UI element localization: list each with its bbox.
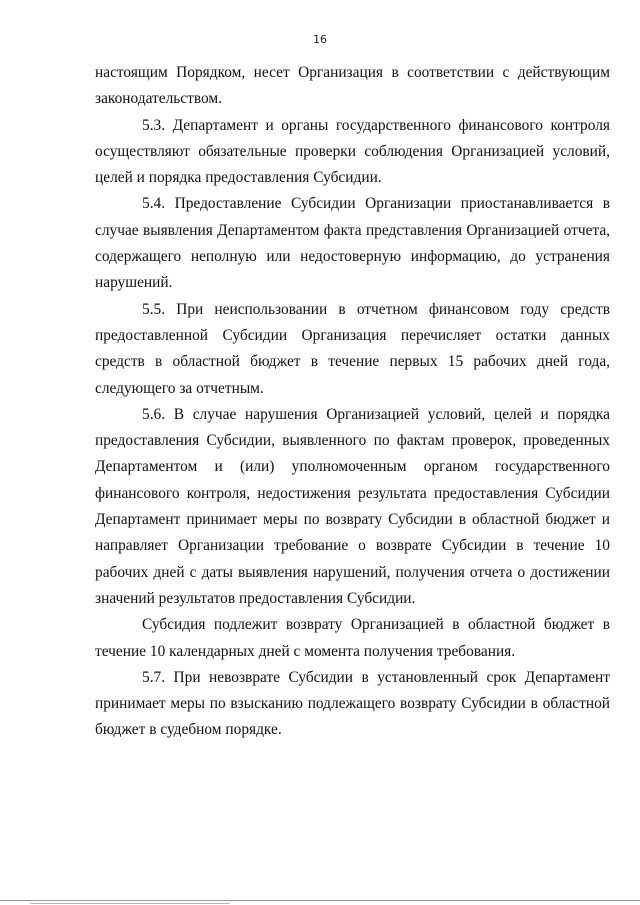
scan-edge-line-short	[30, 903, 230, 904]
paragraph-subsidy-return: Субсидия подлежит возврату Организацией в областной бюджет в течение 10 календарных дней с момента получения требования.	[95, 616, 610, 660]
paragraph-clause-5-5: 5.5. При неиспользовании в отчетном финансовом году средств предоставленной Субсидии Организация перечисляет остатки данных средств в областной бюджет в течение первых 15 рабочих дней года, следующего за отчетным.	[95, 300, 610, 397]
page-number: 16	[313, 33, 327, 46]
document-body	[95, 60, 610, 744]
paragraph-continuation: настоящим Порядком, несет Организация в соответствии с действующим законодательством.	[95, 64, 610, 108]
scan-edge-line	[0, 900, 640, 901]
paragraph-clause-5-7: 5.7. При невозврате Субсидии в установленный срок Департамент принимает меры по взысканию подлежащего возврату Субсидии в областной бюджет в судебном порядке.	[95, 668, 610, 739]
paragraph-clause-5-4: 5.4. Предоставление Субсидии Организации приостанавливается в случае выявления Департаментом факта представления Организацией отчета, содержащего неполную или недостоверную информацию, до устранения нарушений.	[95, 195, 610, 292]
paragraph-clause-5-3: 5.3. Департамент и органы государственного финансового контроля осуществляют обязательные проверки соблюдения Организацией условий, целей и порядка предоставления Субсидии.	[95, 116, 610, 187]
paragraph-clause-5-6: 5.6. В случае нарушения Организацией условий, целей и порядка предоставления Субсидии, выявленного по фактам проверок, проведенных Департаментом и (или) уполномоченным органом государственного финансового контроля, недостижения результата предоставления Субсидии Департамент принимает меры по возврату Субсидии в областной бюджет и направляет Организации требование о возврате Субсидии в течение 10 рабочих дней с даты выявления нарушений, получения отчета о достижении значений результатов предоставления Субсидии.	[95, 405, 610, 607]
